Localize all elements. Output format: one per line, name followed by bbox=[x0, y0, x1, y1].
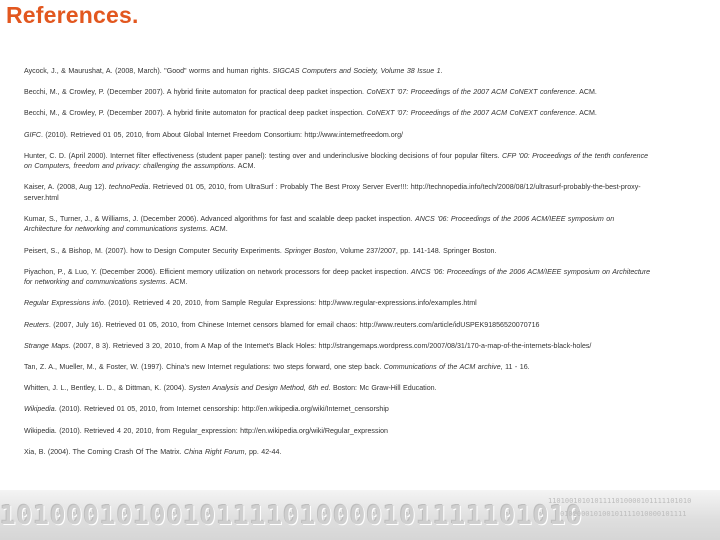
reference-item bbox=[24, 447, 652, 457]
reference-tail: . bbox=[440, 67, 443, 75]
reference-text: Hunter, C. D. (April 2000). Internet filter effectiveness (student paper panel): testing over and underinclusive blocking decisions of four popular filters. bbox=[24, 151, 503, 160]
reference-text: Kumar, S., Turner, J., & Williams, J. (December 2006). Advanced algorithms for fast and scalable deep packet inspection. bbox=[24, 215, 416, 224]
reference-item bbox=[24, 267, 652, 288]
reference-text: Whitten, J. L., Bentley, L. D., & Dittman, K. (2004). bbox=[24, 384, 189, 393]
reference-source: Reuters bbox=[24, 320, 49, 329]
reference-tail: . (2010). Retrieved 01 05, 2010, from Internet censorship: http://en.wikipedia.org/wiki/Internet_censorship bbox=[54, 405, 389, 414]
reference-tail: . ACM. bbox=[575, 109, 597, 118]
reference-source: Springer Boston bbox=[284, 246, 336, 255]
reference-tail: , Volume 237/2007, pp. 141-148. Springer Boston. bbox=[335, 246, 497, 255]
reference-tail: , 11 - 16. bbox=[500, 363, 530, 372]
reference-text: Tan, Z. A., Mueller, M., & Foster, W. (1997). China's new Internet regulations: two steps forward, one step back. bbox=[24, 363, 384, 372]
reference-text: Xia, B. (2004). The Coming Crash Of The Matrix. bbox=[24, 447, 184, 456]
reference-item bbox=[24, 362, 652, 372]
reference-tail: , pp. 42-44. bbox=[244, 447, 282, 456]
reference-source: Regular Expressions info bbox=[24, 299, 104, 308]
binary-digits-small: 010100010100101111010000101111 bbox=[560, 510, 687, 518]
reference-item bbox=[24, 341, 652, 351]
reference-item bbox=[24, 404, 652, 414]
reference-item bbox=[24, 298, 652, 308]
reference-source: CoNEXT '07: Proceedings of the 2007 ACM CoNEXT conference bbox=[366, 88, 576, 97]
reference-tail: . ACM. bbox=[165, 278, 188, 287]
reference-source: Communications of the ACM archive bbox=[383, 363, 501, 372]
reference-source: SIGCAS Computers and Society, Volume 38 Issue 1 bbox=[272, 67, 441, 75]
reference-item bbox=[24, 182, 652, 203]
binary-digits-large: 10100010100101111010000101111101010 bbox=[0, 501, 583, 531]
reference-source: ANCS '06: Proceedings of the 2006 ACM/IEEE symposium on Architecture for networking and communications systems bbox=[24, 215, 615, 234]
reference-item bbox=[24, 66, 652, 76]
reference-text: Peisert, S., & Bishop, M. (2007). how to Design Computer Security Experiments. bbox=[24, 246, 285, 255]
reference-text: Kaiser, A. (2008, Aug 12). bbox=[24, 183, 109, 192]
reference-item bbox=[24, 214, 652, 235]
reference-item bbox=[24, 320, 652, 330]
reference-item bbox=[24, 108, 652, 118]
reference-tail: . (2007, 8 3). Retrieved 3 20, 2010, from A Map of the Internet's Black Holes: http://strangemaps.wordpress.com/2007/08/31/170-a-map-of-the-internets-black-holes/ bbox=[68, 341, 592, 350]
reference-source: technoPedia bbox=[108, 183, 149, 192]
reference-source: China Right Forum bbox=[183, 447, 245, 456]
reference-source: Systen Analysis and Design Method, 6th ed bbox=[188, 384, 329, 393]
reference-source: CoNEXT '07: Proceedings of the 2007 ACM CoNEXT conference bbox=[366, 109, 576, 118]
reference-source: GIFC bbox=[24, 130, 41, 139]
reference-text: Wikipedia. (2010). Retrieved 4 20, 2010, from Regular_expression: http://en.wikipedia.org/wiki/Regular_expression bbox=[24, 426, 388, 435]
binary-decoration-band bbox=[0, 490, 720, 540]
reference-item bbox=[24, 151, 652, 172]
reference-item bbox=[24, 246, 652, 256]
reference-item bbox=[24, 130, 652, 140]
binary-digits-small: 1101001010101111010000101111101010 bbox=[548, 497, 692, 505]
reference-text: Becchi, M., & Crowley, P. (December 2007). A hybrid finite automaton for practical deep packet inspection. bbox=[24, 88, 367, 97]
page-title: References. bbox=[6, 2, 139, 28]
reference-item bbox=[24, 426, 652, 436]
reference-list bbox=[24, 66, 652, 468]
reference-tail: . (2010). Retrieved 01 05, 2010, from About Global Internet Freedom Consortium: http://www.internetfreedom.org/ bbox=[40, 130, 404, 139]
reference-source: Wikipedia bbox=[24, 405, 55, 414]
reference-tail: . Retrieved 01 05, 2010, from UltraSurf : Probably The Best Proxy Server Ever!!!: http://technopedia.info/tech/2008/08/12/ultrasurf-probably-the-best-proxy-server.html bbox=[24, 183, 641, 202]
reference-tail: . (2010). Retrieved 4 20, 2010, from Sample Regular Expressions: http://www.regular-expressions.info/examples.html bbox=[103, 299, 477, 308]
reference-text: Aycock, J., & Maurushat, A. (2008, March). "Good" worms and human rights. bbox=[24, 67, 273, 75]
reference-source: Strange Maps bbox=[24, 341, 69, 350]
reference-item bbox=[24, 87, 652, 97]
reference-source: ANCS '06: Proceedings of the 2006 ACM/IEEE symposium on Architecture for networking and communications systems bbox=[24, 267, 651, 287]
reference-tail: . (2007, July 16). Retrieved 01 05, 2010, from Chinese Internet censors blamed for email chaos: http://www.reuters.com/article/idUSPEK91856520070716 bbox=[48, 320, 540, 329]
reference-tail: . ACM. bbox=[233, 162, 256, 171]
reference-tail: . ACM. bbox=[205, 225, 228, 234]
reference-text: Piyachon, P., & Luo, Y. (December 2006). Efficient memory utilization on network processors for deep packet inspection. bbox=[24, 267, 411, 276]
reference-source: CFP '00: Proceedings of the tenth conference on Computers, freedom and privacy: challenging the assumptions bbox=[24, 151, 649, 171]
reference-tail: . ACM. bbox=[575, 88, 597, 97]
reference-text: Becchi, M., & Crowley, P. (December 2007). A hybrid finite automaton for practical deep packet inspection. bbox=[24, 109, 367, 118]
reference-item bbox=[24, 383, 652, 393]
reference-tail: . Boston: Mc Graw-Hill Education. bbox=[328, 384, 437, 393]
